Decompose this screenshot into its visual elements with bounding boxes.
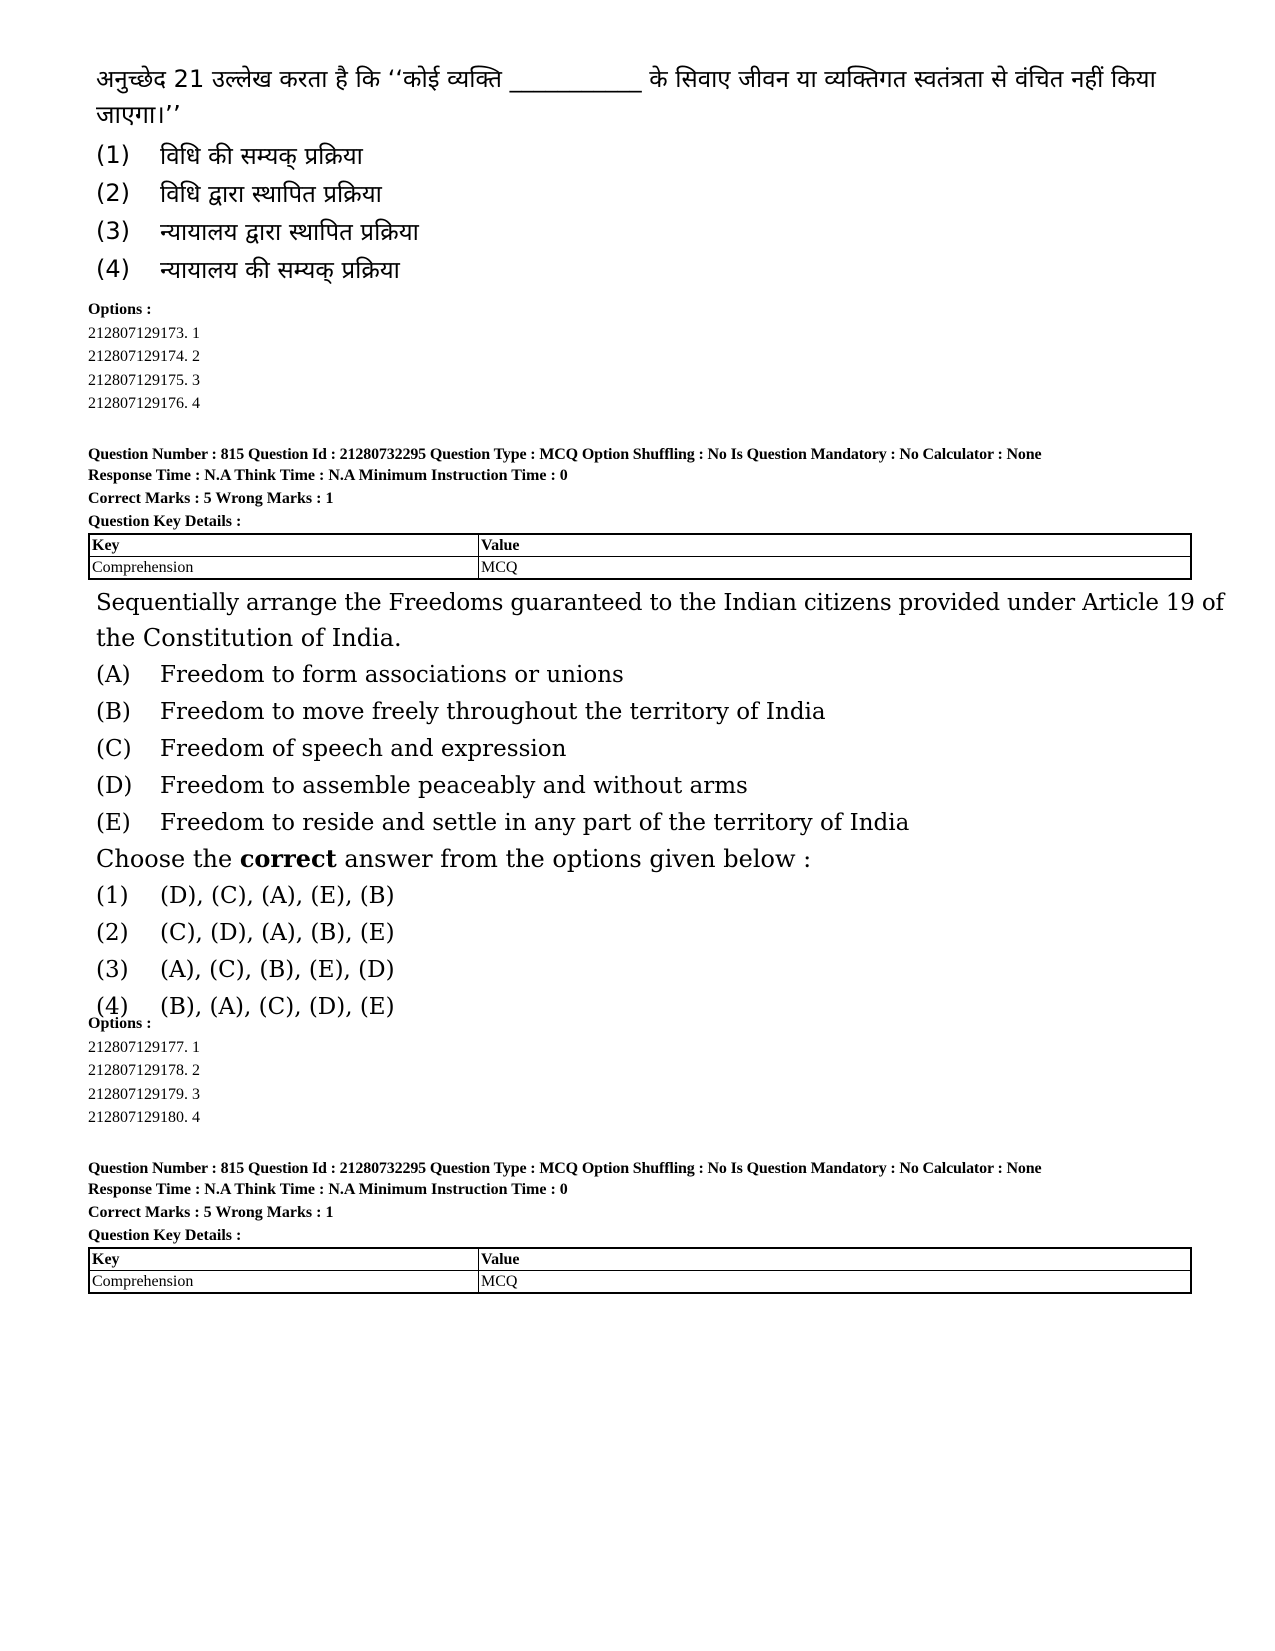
item-text: Freedom to form associations or unions bbox=[160, 661, 624, 688]
option-id: 212807129180. 4 bbox=[88, 1109, 200, 1126]
item-letter: (B) bbox=[96, 698, 131, 725]
key-header: Key bbox=[89, 1248, 479, 1271]
choice-text: विधि द्वारा स्थापित प्रक्रिया bbox=[160, 179, 382, 208]
item-letter: (E) bbox=[96, 809, 131, 836]
option-id: 212807129178. 2 bbox=[88, 1062, 200, 1079]
choice-text: विधि की सम्यक् प्रक्रिया bbox=[160, 141, 363, 170]
choice-text: (B), (A), (C), (D), (E) bbox=[160, 993, 395, 1020]
option-id: 212807129176. 4 bbox=[88, 395, 200, 412]
question-2-item bbox=[96, 804, 1206, 841]
choice-number: (3) bbox=[96, 217, 130, 245]
item-text: Freedom to reside and settle in any part of the territory of India bbox=[160, 809, 910, 836]
key-details-label: Question Key Details : bbox=[88, 1227, 242, 1244]
choice-text: (C), (D), (A), (B), (E) bbox=[160, 919, 395, 946]
question-1-stem-line-2: जाएगा।’’ bbox=[96, 100, 181, 129]
question-2-item bbox=[96, 767, 1206, 804]
question-key-table-1 bbox=[88, 533, 1192, 580]
question-number-line: Question Number : 815 Question Id : 21280732295 Question Type : MCQ Option Shuffling : No Is Question Mandatory : No Calculator : None bbox=[88, 446, 1042, 463]
value-cell: MCQ bbox=[479, 557, 1192, 580]
question-1-choices bbox=[96, 136, 1206, 288]
instruction-post: answer from the options given below : bbox=[336, 845, 812, 873]
option-id: 212807129174. 2 bbox=[88, 348, 200, 365]
choice-text: (A), (C), (B), (E), (D) bbox=[160, 956, 395, 983]
item-letter: (A) bbox=[96, 661, 131, 688]
question-1-choice bbox=[96, 250, 1206, 288]
key-details-label: Question Key Details : bbox=[88, 513, 242, 530]
choice-text: न्यायालय की सम्यक् प्रक्रिया bbox=[160, 255, 400, 284]
option-id: 212807129175. 3 bbox=[88, 371, 200, 389]
question-2-choice bbox=[96, 951, 1206, 988]
question-2-instruction bbox=[96, 841, 1206, 877]
question-metadata-1 bbox=[88, 444, 1208, 532]
key-cell: Comprehension bbox=[89, 1271, 479, 1294]
options-label: Options : bbox=[88, 1015, 152, 1032]
instruction-bold: correct bbox=[239, 844, 337, 873]
question-1-choice bbox=[96, 212, 1206, 250]
marks-line: Correct Marks : 5 Wrong Marks : 1 bbox=[88, 1204, 334, 1221]
item-text: Freedom to assemble peaceably and without arms bbox=[160, 772, 748, 799]
choice-number: (1) bbox=[96, 882, 129, 909]
item-text: Freedom of speech and expression bbox=[160, 735, 567, 762]
choice-number: (4) bbox=[96, 255, 130, 283]
item-letter: (C) bbox=[96, 735, 132, 762]
question-1-choice bbox=[96, 136, 1206, 174]
question-2-choice bbox=[96, 877, 1206, 914]
table-header-row bbox=[89, 1248, 1191, 1271]
response-time-line: Response Time : N.A Think Time : N.A Minimum Instruction Time : 0 bbox=[88, 1181, 568, 1198]
table-row bbox=[89, 1271, 1191, 1294]
item-letter: (D) bbox=[96, 772, 133, 799]
question-2-items bbox=[96, 656, 1206, 841]
choice-number: (3) bbox=[96, 956, 129, 983]
question-2-item bbox=[96, 656, 1206, 693]
option-id: 212807129179. 3 bbox=[88, 1085, 200, 1103]
instruction-pre: Choose the bbox=[96, 845, 240, 873]
item-text: Freedom to move freely throughout the territory of India bbox=[160, 698, 826, 725]
table-header-row bbox=[89, 534, 1191, 557]
choice-number: (2) bbox=[96, 179, 130, 207]
key-header: Key bbox=[89, 534, 479, 557]
options-label: Options : bbox=[88, 301, 152, 318]
option-id: 212807129177. 1 bbox=[88, 1038, 200, 1056]
question-2-item bbox=[96, 730, 1206, 767]
key-cell: Comprehension bbox=[89, 557, 479, 580]
question-2-block bbox=[96, 586, 1224, 1025]
choice-number: (1) bbox=[96, 141, 130, 169]
question-2-stem-line-2: the Constitution of India. bbox=[96, 624, 402, 652]
question-2-choice bbox=[96, 914, 1206, 951]
option-id: 212807129173. 1 bbox=[88, 324, 200, 342]
value-header: Value bbox=[479, 534, 1192, 557]
choice-text: न्यायालय द्वारा स्थापित प्रक्रिया bbox=[160, 217, 419, 246]
choice-number: (4) bbox=[96, 993, 129, 1020]
question-key-table-2 bbox=[88, 1247, 1192, 1294]
choice-number: (2) bbox=[96, 919, 129, 946]
response-time-line: Response Time : N.A Think Time : N.A Minimum Instruction Time : 0 bbox=[88, 467, 568, 484]
question-1-block bbox=[96, 62, 1206, 288]
question-2-options-list bbox=[88, 1012, 1208, 1130]
question-metadata-2 bbox=[88, 1158, 1208, 1246]
question-number-line: Question Number : 815 Question Id : 21280732295 Question Type : MCQ Option Shuffling : No Is Question Mandatory : No Calculator : None bbox=[88, 1160, 1042, 1177]
table-row bbox=[89, 557, 1191, 580]
value-header: Value bbox=[479, 1248, 1192, 1271]
question-2-item bbox=[96, 693, 1206, 730]
value-cell: MCQ bbox=[479, 1271, 1192, 1294]
marks-line: Correct Marks : 5 Wrong Marks : 1 bbox=[88, 490, 334, 507]
question-1-stem-line-1: अनुच्छेद 21 उल्लेख करता है कि ‘‘कोई व्यक्ति ___________ के सिवाए जीवन या व्यक्तिगत स्वतंत्रता से वंचित नहीं किया bbox=[96, 65, 1156, 93]
question-1-choice bbox=[96, 174, 1206, 212]
choice-text: (D), (C), (A), (E), (B) bbox=[160, 882, 395, 909]
question-2-choices bbox=[96, 877, 1206, 1025]
question-2-stem-line-1: Sequentially arrange the Freedoms guaranteed to the Indian citizens provided under Article 19 of bbox=[96, 590, 1224, 616]
question-1-options-list bbox=[88, 298, 1208, 416]
